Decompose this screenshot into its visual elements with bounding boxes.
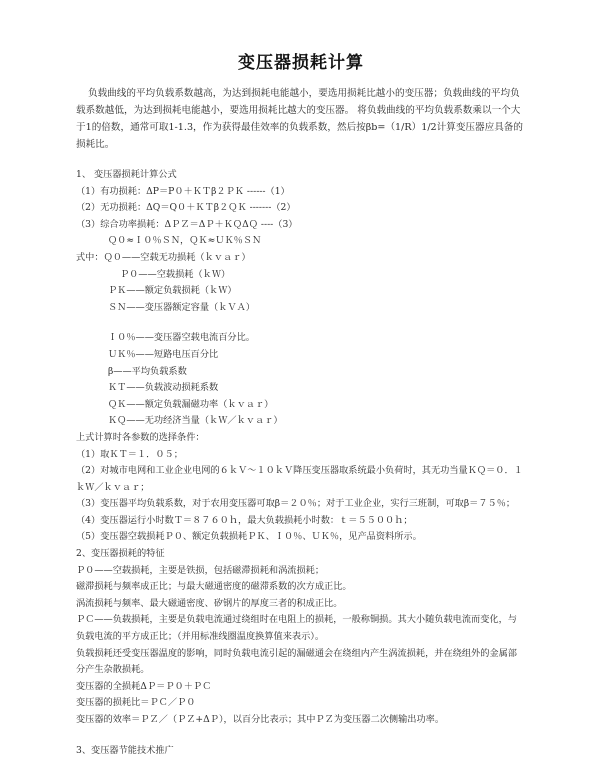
s2-line-pc: ＰＣ——负载损耗，主要是负载电流通过绕组时在电阻上的损耗，一般称铜损。其大小随负载电流而变化，与负载电流的平方成正比；（并用标准线圈温度换算值来表示）。 <box>76 614 517 643</box>
def-pk: ＰＫ——额定负载损耗（ｋＷ） <box>108 285 237 297</box>
param-1: （1）取ＫＴ＝１．０５； <box>76 448 183 460</box>
formula-reactive-loss: （2）无功损耗：ΔQ＝Q０＋ＫＴβ２ＱＫ -------（2） <box>76 202 296 214</box>
def-uk: ＵＫ％——短路电压百分比 <box>108 348 219 360</box>
s2-line-efficiency: 变压器的效率＝ＰＺ／（ＰＺ+ΔＰ），以百分比表示；其中ＰＺ为变压器二次侧输出功率。 <box>76 714 445 725</box>
def-q0-text: Ｑ０——空载无功损耗（ｋｖａｒ） <box>103 251 251 263</box>
doc-title: 变压器损耗计算 <box>238 53 364 73</box>
param-4: （4）变压器运行小时数Ｔ＝８７６０ｈ，最大负载损耗小时数：ｔ＝５５００ｈ； <box>76 514 413 526</box>
s2-line-p0: Ｐ０——空载损耗，主要是铁损，包括磁滞损耗和涡流损耗； <box>76 564 325 576</box>
section2-heading: 2、变压器损耗的特征 <box>76 548 165 560</box>
section3-heading: 3、变压器节能技术推广 <box>76 744 174 756</box>
intro-paragraph: 负载曲线的平均负载系数越高，为达到损耗电能越小，要选用损耗比越小的变压器；负载曲线的平均负载系数越低，为达到损耗电能越小，要选用损耗比越大的变压器。 将负载曲线的平均负载系数乘以一个大于1的倍数，通常可取1-1.3，作为获得最佳效率的负载系数，然后按βb=（1/R）1/2计算变压器应具备的损耗比。 <box>76 88 523 150</box>
where-label: 式中： <box>76 251 104 263</box>
def-i0: Ｉ０％——变压器空载电流百分比。 <box>108 332 255 344</box>
param-5: （5）变压器空载损耗Ｐ０、额定负载损耗ＰＫ、Ｉ０％、ＵＫ％，见产品资料所示。 <box>76 531 422 543</box>
def-sn: ＳＮ——变压器额定容量（ｋＶＡ） <box>108 301 255 313</box>
s2-line-loss-ratio: 变压器的损耗比＝ＰＣ／Ｐ０ <box>76 697 196 709</box>
s2-line-hysteresis: 磁滞损耗与频率成正比；与最大磁通密度的磁滞系数的次方成正比。 <box>76 581 352 593</box>
param-3: （3）变压器平均负载系数，对于农用变压器可取β＝２０％；对于工业企业，实行三班制，可取β＝７５％； <box>76 498 516 510</box>
def-qk: ＱＫ——额定负载漏磁功率（ｋｖａｒ） <box>108 398 274 410</box>
def-kq: ＫＱ——无功经济当量（ｋＷ／ｋｖａｒ） <box>108 415 283 427</box>
def-kt: ＫＴ——负载波动损耗系数 <box>108 382 219 394</box>
formula-active-loss: （1）有功损耗：ΔP＝P０＋ＫＴβ２ＰＫ ------（1） <box>76 185 290 197</box>
def-p0: Ｐ０——空载损耗（ｋＷ） <box>120 268 231 280</box>
s2-line-temperature: 负载损耗还受变压器温度的影响，同时负载电流引起的漏磁通会在绕组内产生涡流损耗，并在绕组外的金属部分产生杂散损耗。 <box>76 647 517 676</box>
param-2: （2）对城市电网和工业企业电网的６ｋＶ～１０ｋＶ降压变压器取系统最小负荷时，其无功当量ＫＱ＝０．１ｋＷ／ｋｖａｒ； <box>76 465 523 493</box>
s2-line-eddy: 涡流损耗与频率、最大磁通密度、矽钢片的厚度三者的积成正比。 <box>76 597 343 609</box>
def-beta: β——平均负载系数 <box>108 365 187 377</box>
section1-heading: 1、 变压器损耗计算公式 <box>76 169 177 180</box>
formula-total-loss: （3）综合功率损耗：ΔＰＺ＝ΔＰ＋ＫＱΔＱ ----（3） <box>76 218 298 230</box>
formula-q0-qk: Ｑ０≈Ｉ０％ＳＮ，ＱＫ≈ＵＫ％ＳＮ <box>108 235 262 247</box>
def-q0 <box>76 250 526 267</box>
s2-line-total-loss: 变压器的全损耗ΔＰ＝Ｐ０＋ＰＣ <box>76 680 212 692</box>
params-title: 上式计算时各参数的选择条件： <box>76 431 205 443</box>
